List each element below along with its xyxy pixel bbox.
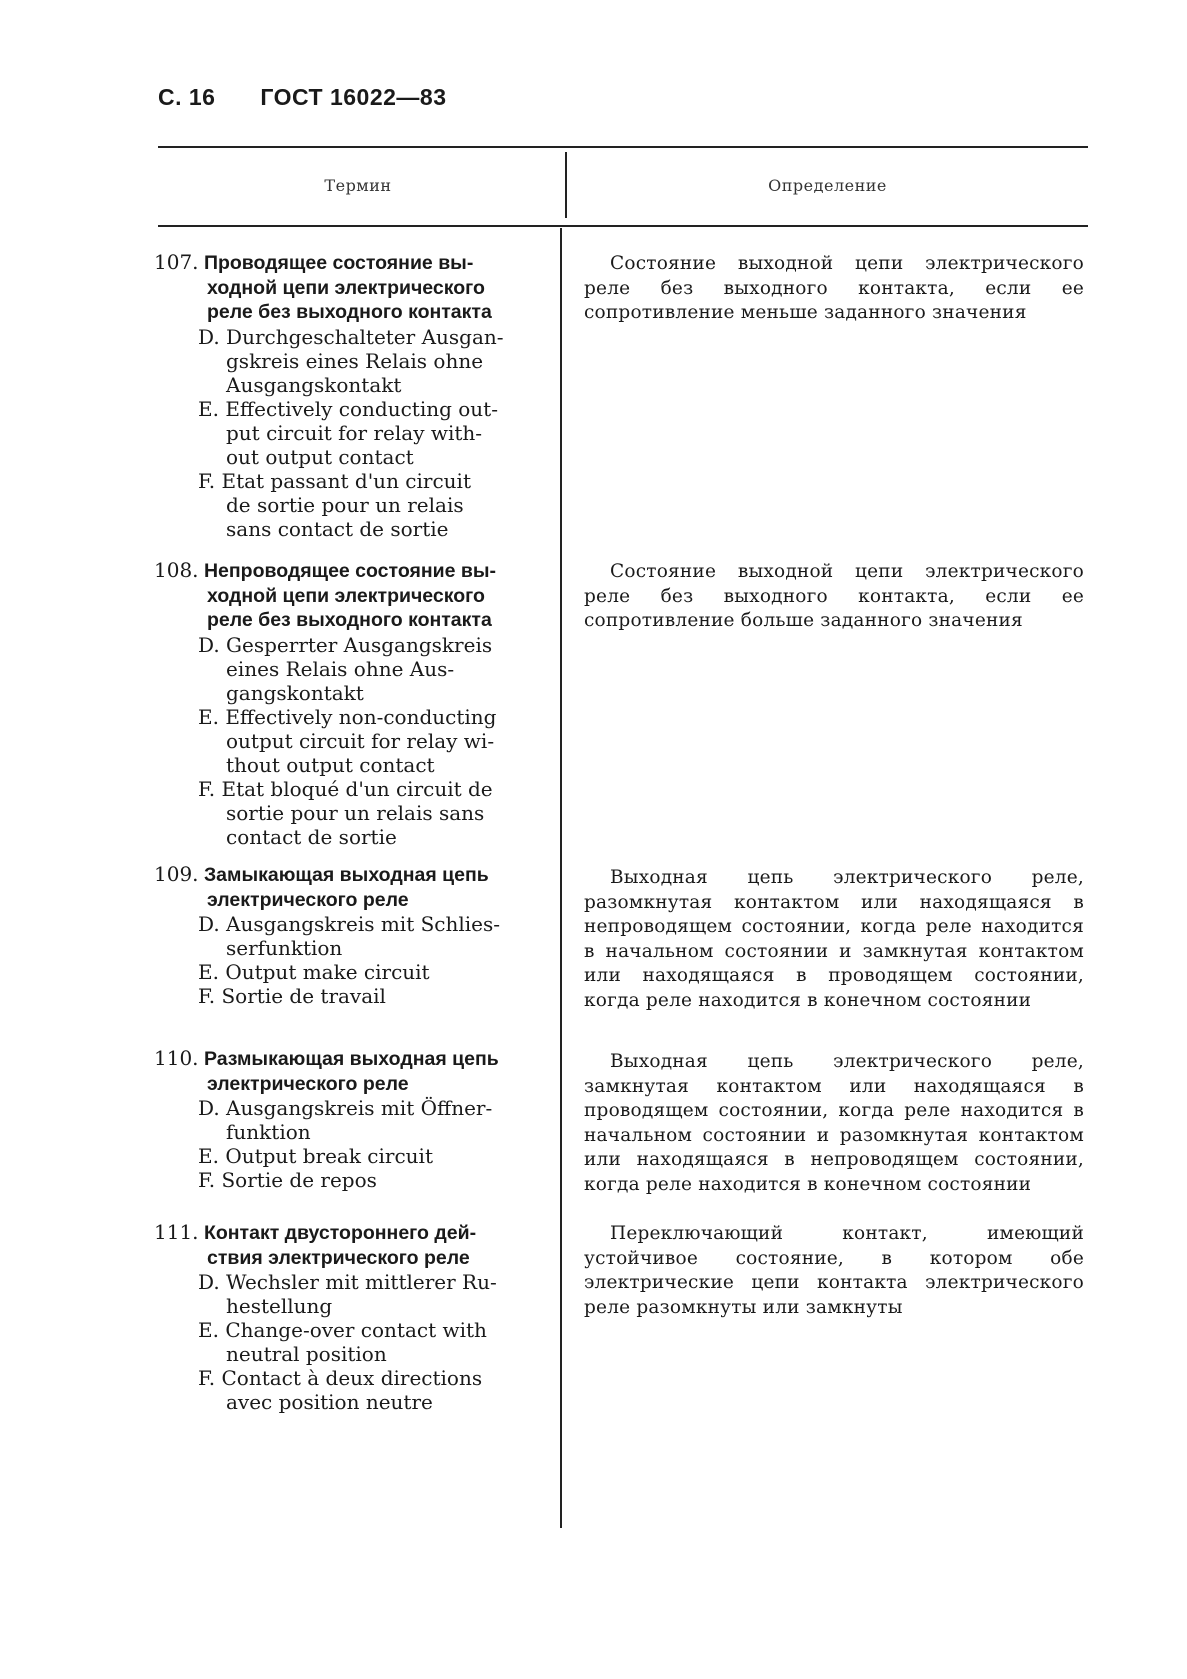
translation-line: neutral position xyxy=(226,1342,387,1366)
definition-entry-111 xyxy=(584,1222,1084,1320)
translation-line: gskreis eines Relais ohne xyxy=(226,348,484,373)
term-continuation-line: ходной цепи электрического xyxy=(207,584,485,607)
translation-line: F. Etat passant d'un circuit xyxy=(198,468,471,493)
column-header-term: Термин xyxy=(324,176,392,195)
definition-entry-107 xyxy=(584,252,1084,326)
translation-line: F. Sortie de travail xyxy=(198,984,386,1008)
term-first-text: Размыкающая выходная цепь xyxy=(203,1048,499,1070)
term-number: 111. xyxy=(154,1220,199,1244)
term-translation-fr xyxy=(154,777,552,849)
term-first-text: Непроводящее состояние вы- xyxy=(203,560,497,582)
term-number: 109. xyxy=(154,862,199,886)
term-entry-107 xyxy=(154,250,552,541)
top-rule xyxy=(158,146,1088,148)
translation-line: hestellung xyxy=(226,1294,333,1318)
page-header xyxy=(158,84,447,111)
term-translation-fr xyxy=(154,469,552,541)
translation-line: Ausgangskontakt xyxy=(226,372,402,397)
term-first-line xyxy=(154,250,552,276)
translation-line: funktion xyxy=(226,1120,311,1144)
translation-line: D. Durchgeschalteter Ausgan- xyxy=(198,324,504,349)
term-russian xyxy=(154,250,552,325)
translation-line: E. Output break circuit xyxy=(198,1144,433,1168)
translation-line: E. Effectively conducting out- xyxy=(198,396,498,421)
term-translation-en xyxy=(154,705,552,777)
translation-line: output circuit for relay wi- xyxy=(226,728,495,753)
term-translation-en xyxy=(154,1144,552,1168)
term-translation-fr xyxy=(154,1366,552,1414)
translation-line: E. Output make circuit xyxy=(198,960,430,984)
header-bottom-rule xyxy=(158,225,1088,227)
term-translation-en xyxy=(154,397,552,469)
term-first-line xyxy=(154,1046,552,1072)
term-russian xyxy=(154,862,552,912)
translation-line: E. Effectively non-conducting xyxy=(198,704,497,729)
term-translation-fr xyxy=(154,984,552,1008)
term-first-text: Замыкающая выходная цепь xyxy=(203,864,489,886)
term-continuation-line: ствия электрического реле xyxy=(207,1246,470,1269)
translation-line: F. Etat bloqué d'un circuit de xyxy=(198,776,493,801)
definition-text: Состояние выходной цепи электрического реле без выходного контакта, если ее сопротивление больше заданного значения xyxy=(584,561,1084,631)
translation-line: sans contact de sortie xyxy=(226,516,449,541)
term-first-line xyxy=(154,1220,552,1246)
translation-line: thout output contact xyxy=(226,752,435,777)
translation-line: D. Ausgangskreis mit Schlies- xyxy=(198,912,501,936)
column-header-definition: Определение xyxy=(768,176,887,195)
definition-entry-108 xyxy=(584,560,1084,634)
definition-entry-109 xyxy=(584,866,1084,1013)
translation-line: F. Sortie de repos xyxy=(198,1168,377,1192)
translation-line: put circuit for relay with- xyxy=(226,420,483,445)
term-first-text: Проводящее состояние вы- xyxy=(203,252,474,274)
translation-line: serfunktion xyxy=(226,936,343,960)
term-continuation-line: электрического реле xyxy=(207,888,409,911)
translation-line: avec position neutre xyxy=(226,1390,433,1414)
term-first-line xyxy=(154,862,552,888)
translation-line: F. Contact à deux directions xyxy=(198,1366,483,1390)
term-russian xyxy=(154,1046,552,1096)
translation-line: D. Gesperrter Ausgangskreis xyxy=(198,632,493,657)
definition-entry-110 xyxy=(584,1050,1084,1197)
translation-line: D. Wechsler mit mittlerer Ru- xyxy=(198,1270,497,1294)
translation-line: de sortie pour un relais xyxy=(226,492,464,517)
term-translation-de xyxy=(154,1096,552,1144)
term-continuation-line: реле без выходного контакта xyxy=(207,301,492,323)
translation-line: E. Change-over contact with xyxy=(198,1318,487,1342)
definition-text: Выходная цепь электрического реле, разомкнутая контактом или находящаяся в непроводящем состоянии, когда реле находится в начальном состоянии и замкнутая контактом или находящаяся в проводящем состоянии, когда реле находится в конечном состоянии xyxy=(584,867,1084,1011)
term-translation-en xyxy=(154,1318,552,1366)
translation-line: D. Ausgangskreis mit Öffner- xyxy=(198,1096,493,1120)
term-translation-en xyxy=(154,960,552,984)
translation-line: gangskontakt xyxy=(226,680,364,705)
term-translation-de xyxy=(154,912,552,960)
term-continuation-line: электрического реле xyxy=(207,1072,409,1095)
standard-title: ГОСТ 16022—83 xyxy=(260,84,447,110)
term-number: 108. xyxy=(154,558,199,582)
definition-text: Переключающий контакт, имеющий устойчивое состояние, в котором обе электрические цепи контакта электрического реле разомкнуты или замкнуты xyxy=(584,1223,1084,1318)
term-entry-110 xyxy=(154,1046,552,1192)
definition-text: Выходная цепь электрического реле, замкнутая контактом или находящаяся в проводящем состоянии, когда реле находится в начальном состоянии и разомкнутая контактом или находящаяся в непроводящем состоянии, когда реле находится в конечном состоянии xyxy=(584,1051,1084,1195)
translation-line: contact de sortie xyxy=(226,824,397,849)
term-russian xyxy=(154,558,552,633)
term-first-line xyxy=(154,558,552,584)
term-russian xyxy=(154,1220,552,1270)
term-continuation-line: реле без выходного контакта xyxy=(207,609,492,631)
term-translation-de xyxy=(154,325,552,397)
term-number: 110. xyxy=(154,1046,199,1070)
definition-text: Состояние выходной цепи электрического реле без выходного контакта, если ее сопротивление меньше заданного значения xyxy=(584,253,1084,323)
term-translation-fr xyxy=(154,1168,552,1192)
term-entry-109 xyxy=(154,862,552,1008)
translation-line: out output contact xyxy=(226,444,414,469)
term-translation-de xyxy=(154,1270,552,1318)
header-column-divider xyxy=(565,152,567,218)
term-entry-108 xyxy=(154,558,552,849)
term-entry-111 xyxy=(154,1220,552,1414)
term-number: 107. xyxy=(154,250,199,274)
translation-line: sortie pour un relais sans xyxy=(226,800,485,825)
term-continuation-line: ходной цепи электрического xyxy=(207,276,485,299)
page-number: С. 16 xyxy=(158,84,216,110)
body-column-divider xyxy=(560,228,562,1528)
translation-line: eines Relais ohne Aus- xyxy=(226,656,455,681)
term-translation-de xyxy=(154,633,552,705)
term-first-text: Контакт двустороннего дей- xyxy=(203,1222,477,1244)
